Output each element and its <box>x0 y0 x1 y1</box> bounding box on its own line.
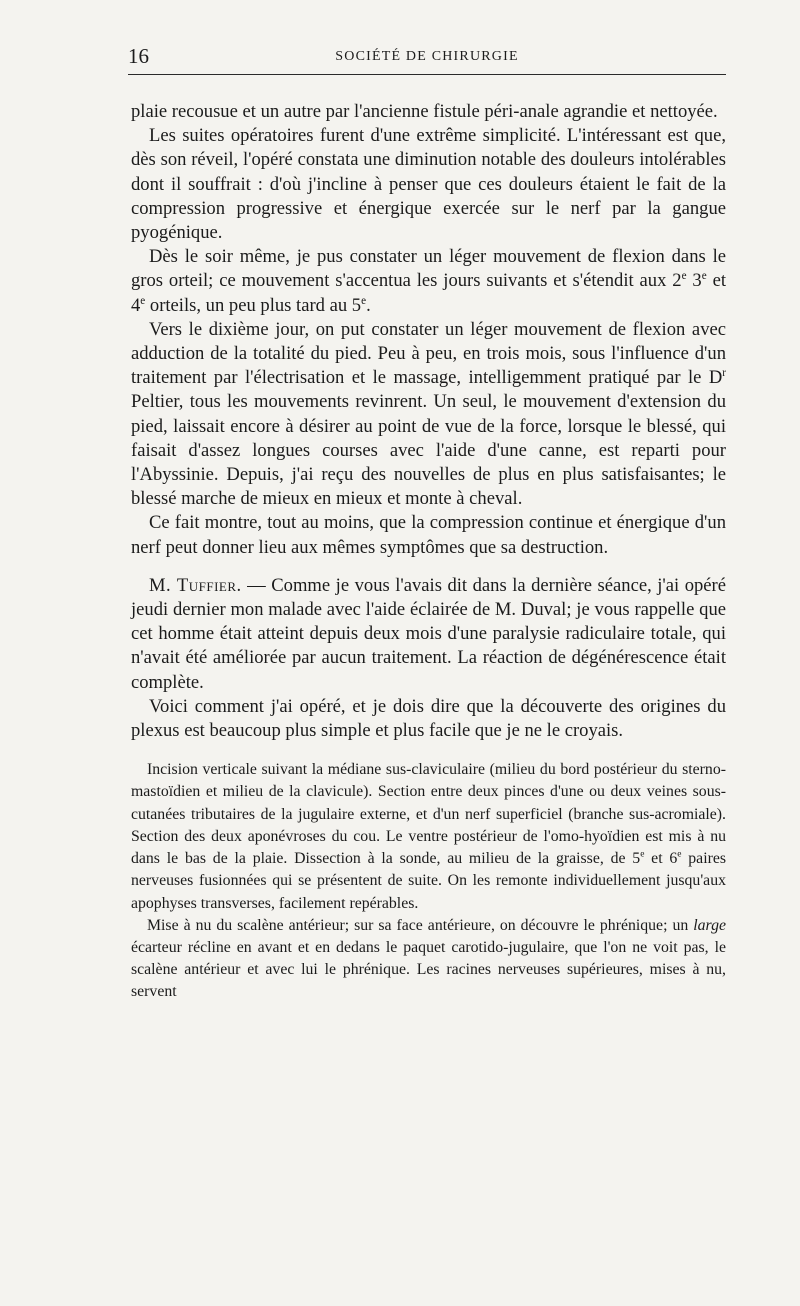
page-number: 16 <box>128 44 149 68</box>
superscript: e <box>140 294 146 307</box>
body-text <box>131 100 726 1004</box>
main-text-block <box>131 100 726 743</box>
text-run: Mise à nu du scalène antérieur; sur sa face antérieure, on découvre le phrénique; un <box>147 916 694 934</box>
superscript: e <box>677 849 682 860</box>
procedure-text-block <box>131 759 726 1003</box>
text-run: Incision verticale suivant la médiane sus-claviculaire (milieu du bord postérieur du sterno-mastoïdien et milieu de la clavicule). Section entre deux pinces d'une ou deux veines sous-cutanées tributaires de la jugulaire externe, et d'un nerf superficiel (branche sus-acromiale). Section des deux aponévroses du cou. Le ventre postérieur de l'omo-hyoïdien est mis à nu dans le bas de la plaie. Dissection à la sonde, au milieu de la graisse, de 5 <box>131 761 726 868</box>
text-run: . <box>366 294 371 316</box>
superscript: r <box>722 367 726 380</box>
paragraph-soir-meme <box>131 245 726 318</box>
paragraph-incision <box>131 759 726 914</box>
superscript: e <box>361 294 367 307</box>
speaker-name: M. Tuffier. <box>149 574 242 596</box>
paragraph-continuation: plaie recousue et un autre par l'ancienne fistule péri-anale agrandie et nettoyée. <box>131 101 718 122</box>
text-run: écarteur récline en avant et en dedans le paquet carotido-jugulaire, que l'on ne voit pas, le scalène antérieur et avec lui le phrénique. Les racines nerveuses supérieures, mises à nu, servent <box>131 938 726 1001</box>
text-run: 3 <box>686 270 702 292</box>
superscript: e <box>681 270 687 283</box>
text-run: paires nerveuses fusionnées qui se présentent de suite. On les remonte individuellement jusqu'aux apophyses transverses, facilement repérables. <box>131 850 726 912</box>
paragraph-suites-operatoires: Les suites opératoires furent d'une extrême simplicité. L'intéressant est que, dès son réveil, l'opéré constata une diminution notable des douleurs intolérables dont il souffrait : d'où j'incline à penser que ces douleurs étaient le fait de la compression progressive et énergique exercée sur le nerf par la gangue pyogénique. <box>131 125 726 244</box>
paragraph-tuffier <box>131 574 726 695</box>
text-run: et 4 <box>131 270 726 316</box>
paragraph-scalene <box>131 915 726 1004</box>
superscript: e <box>640 849 645 860</box>
paragraph-voici-comment: Voici comment j'ai opéré, et je dois dire que la découverte des origines du plexus est beaucoup plus simple et plus facile que je ne le croyais. <box>131 695 726 742</box>
paragraph-dixieme-jour <box>131 318 726 512</box>
emphasis: large <box>693 916 726 934</box>
text-run: Dès le soir même, je pus constater un léger mouvement de flexion dans le gros orteil; ce mouvement s'accentua les jours suivants et s'étendit aux 2 <box>131 246 726 292</box>
text-run: Vers le dixième jour, on put constater un léger mouvement de flexion avec adduction de la totalité du pied. Peu à peu, en trois mois, sous l'influence d'un traitement par l'électrisation et le massage, intelligemment pratiqué par le D <box>131 318 726 389</box>
superscript: e <box>701 270 707 283</box>
text-run: et 6 <box>644 850 678 868</box>
text-run: — Comme je vous l'avais dit dans la dernière séance, j'ai opéré jeudi dernier mon malade avec l'aide éclairée de M. Duval; je vous rappelle que cet homme était atteint depuis deux mois d'une paralysie radiculaire totale, qui n'avait été améliorée par aucun traitement. La réaction de dégénérescence était complète. <box>131 574 726 693</box>
text-run: Peltier, tous les mouvements revinrent. Un seul, le mouvement d'extension du pied, laissait encore à désirer au point de vue de la force, lorsque le blessé, qui faisait d'assez longues courses avec l'aide d'une canne, est reparti pour l'Abyssinie. Depuis, j'ai reçu des nouvelles de plus en plus satisfaisantes; le blessé marche de mieux en mieux et monte à cheval. <box>131 391 726 510</box>
running-title: SOCIÉTÉ DE CHIRURGIE <box>335 49 519 64</box>
page-header <box>128 40 726 75</box>
text-run: orteils, un peu plus tard au 5 <box>145 294 362 316</box>
paragraph-fait-montre: Ce fait montre, tout au moins, que la compression continue et énergique d'un nerf peut donner lieu aux mêmes symptômes que sa destruction. <box>131 512 726 558</box>
